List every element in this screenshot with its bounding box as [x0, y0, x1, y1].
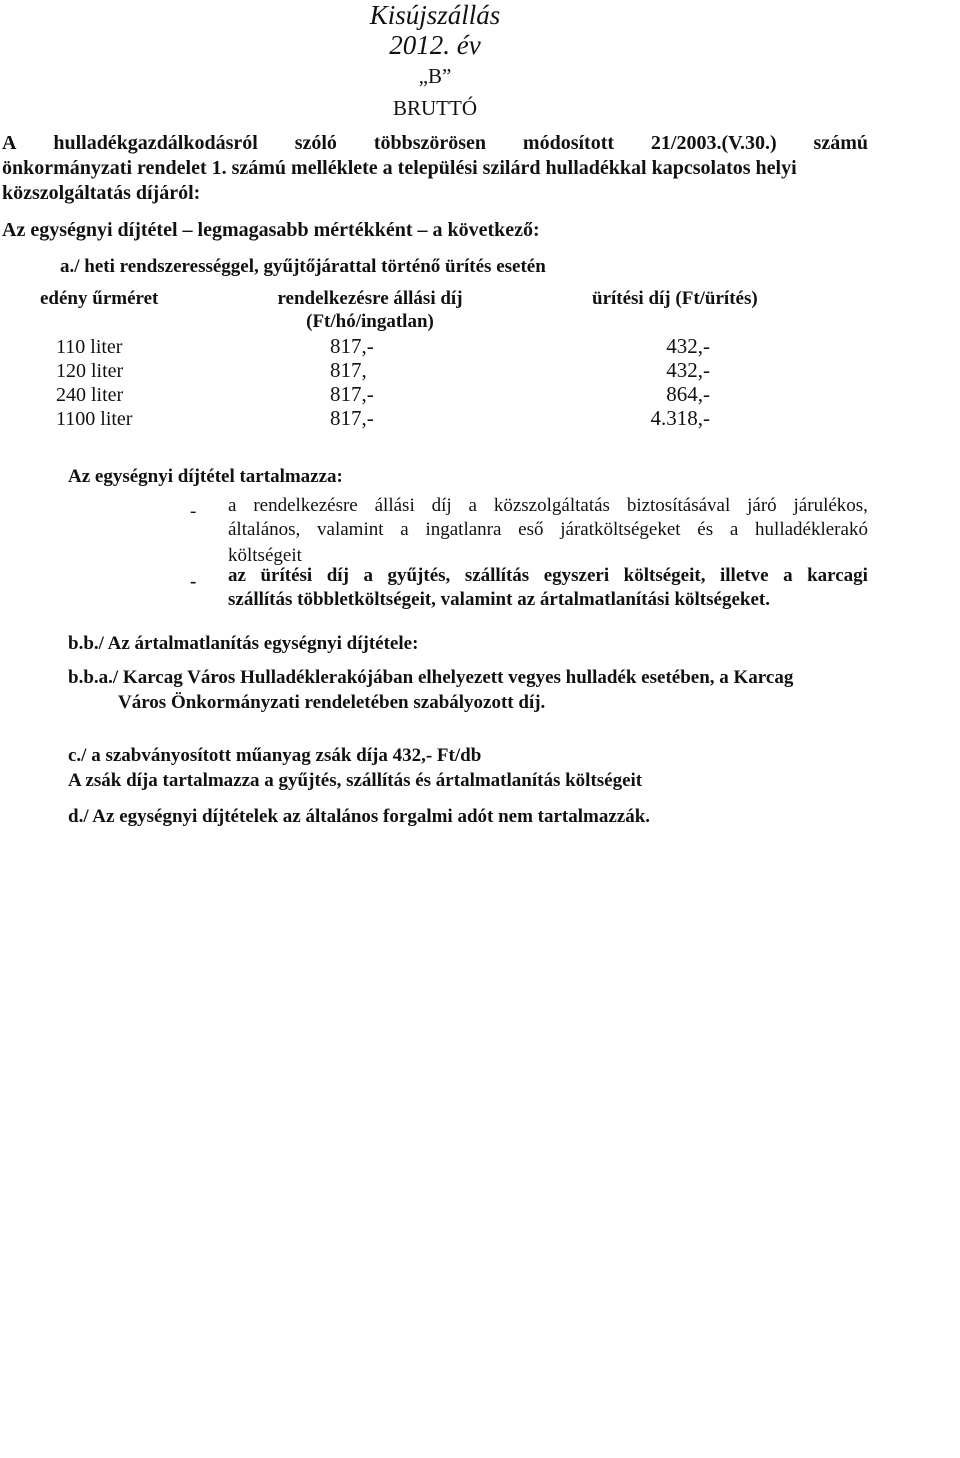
word: valamint: [317, 519, 384, 540]
word: eső: [518, 519, 544, 540]
word: ingatlanra: [425, 519, 502, 540]
word: a: [729, 519, 739, 540]
section-a-heading: a./ heti rendszerességgel, gyűjtőjárattal történő ürítés esetén: [60, 256, 546, 277]
intro-line-4: Az egységnyi díjtétel – legmagasabb mértékként – a következő:: [2, 219, 540, 241]
contents-item-1: [190, 495, 870, 565]
document-title-year: 2012. év: [389, 30, 481, 60]
contents-item-2-line-2: szállítás többletköltségeit, valamint az ártalmatlanítási költségeket.: [228, 589, 770, 610]
word: számú: [813, 132, 868, 154]
word: a: [783, 565, 793, 586]
intro-line-1: [2, 132, 868, 155]
word: járulékos,: [793, 495, 868, 516]
row-availability-fee: 817,-: [330, 406, 374, 430]
contents-item-1-line-3: költségeit: [228, 545, 302, 566]
row-emptying-fee: 4.318,-: [650, 406, 710, 430]
table-header-emptying: ürítési díj (Ft/ürítés): [592, 288, 758, 309]
word: A: [2, 132, 17, 154]
section-bb-heading: b.b./ Az ártalmatlanítás egységnyi díjtétele:: [68, 633, 419, 654]
row-availability-fee: 817,-: [330, 334, 374, 358]
document-category: „B”: [418, 64, 452, 88]
contents-item-2: [190, 565, 870, 615]
word: rendelkezésre: [253, 495, 358, 516]
word: és: [697, 519, 714, 540]
word: a: [400, 519, 409, 540]
row-size: 120 liter: [56, 360, 124, 382]
intro-line-3: közszolgáltatás díjáról:: [2, 182, 201, 204]
word: a: [468, 495, 477, 516]
word: költségeit,: [623, 565, 706, 586]
row-size: 1100 liter: [56, 408, 133, 430]
word: járatköltségeket: [560, 519, 681, 540]
row-emptying-fee: 432,-: [666, 358, 710, 382]
row-emptying-fee: 864,-: [666, 382, 710, 406]
word: járó: [747, 495, 777, 516]
word: biztosításával: [626, 495, 731, 516]
row-size: 110 liter: [56, 336, 123, 358]
section-bba-line-1: b.b.a./ Karcag Város Hulladéklerakójában elhelyezett vegyes hulladék esetében, a Karcag: [68, 667, 794, 688]
word: a: [363, 565, 373, 586]
word: 21/2003.(V.30.): [650, 132, 777, 154]
row-size: 240 liter: [56, 384, 124, 406]
section-d-line-1: d./ Az egységnyi díjtételek az általános forgalmi adót nem tartalmazzák.: [68, 806, 651, 827]
list-bullet-dash: -: [190, 501, 197, 522]
word: hulladékgazdálkodásról: [53, 132, 258, 154]
word: szóló: [294, 132, 337, 154]
word: egyszeri: [543, 565, 610, 586]
row-emptying-fee: 432,-: [666, 334, 710, 358]
word: általános,: [228, 519, 301, 540]
document-brutto-label: BRUTTÓ: [393, 96, 477, 120]
word: karcagi: [807, 565, 868, 586]
word: az: [228, 565, 246, 586]
word: a: [228, 495, 237, 516]
document-title-place: Kisújszállás: [369, 0, 501, 30]
word: díj: [431, 495, 452, 516]
contents-heading: Az egységnyi díjtétel tartalmazza:: [68, 466, 343, 487]
section-c-line-2: A zsák díja tartalmazza a gyűjtés, szállítás és ártalmatlanítás költségeit: [68, 770, 643, 791]
word: szállítás: [464, 565, 530, 586]
intro-line-2: önkormányzati rendelet 1. számú melléklete a települési szilárd hulladékkal kapcsolatos helyi: [2, 157, 797, 179]
table-header-availability: rendelkezésre állási díj: [277, 288, 463, 309]
list-bullet-dash: -: [190, 571, 197, 592]
word: díj: [326, 565, 349, 586]
contents-item-1-line-1: [228, 495, 868, 517]
table-header-availability-unit: (Ft/hó/ingatlan): [306, 311, 434, 332]
contents-item-1-line-2: [228, 519, 868, 541]
word: állási: [374, 495, 415, 516]
section-bba-line-2: Város Önkormányzati rendeletében szabályozott díj.: [118, 692, 546, 713]
section-c-line-1: c./ a szabványosított műanyag zsák díja 432,- Ft/db: [68, 745, 482, 766]
word: hulladéklerakó: [755, 519, 868, 540]
word: illetve: [720, 565, 769, 586]
word: módosított: [522, 132, 615, 154]
row-availability-fee: 817,-: [330, 382, 374, 406]
word: közszolgáltatás: [493, 495, 610, 516]
contents-item-2-line-1: [228, 565, 868, 587]
word: ürítési: [260, 565, 313, 586]
table-header-size: edény űrméret: [40, 288, 159, 309]
word: gyűjtés,: [387, 565, 451, 586]
word: többszörösen: [373, 132, 487, 154]
row-availability-fee: 817,: [330, 358, 367, 382]
